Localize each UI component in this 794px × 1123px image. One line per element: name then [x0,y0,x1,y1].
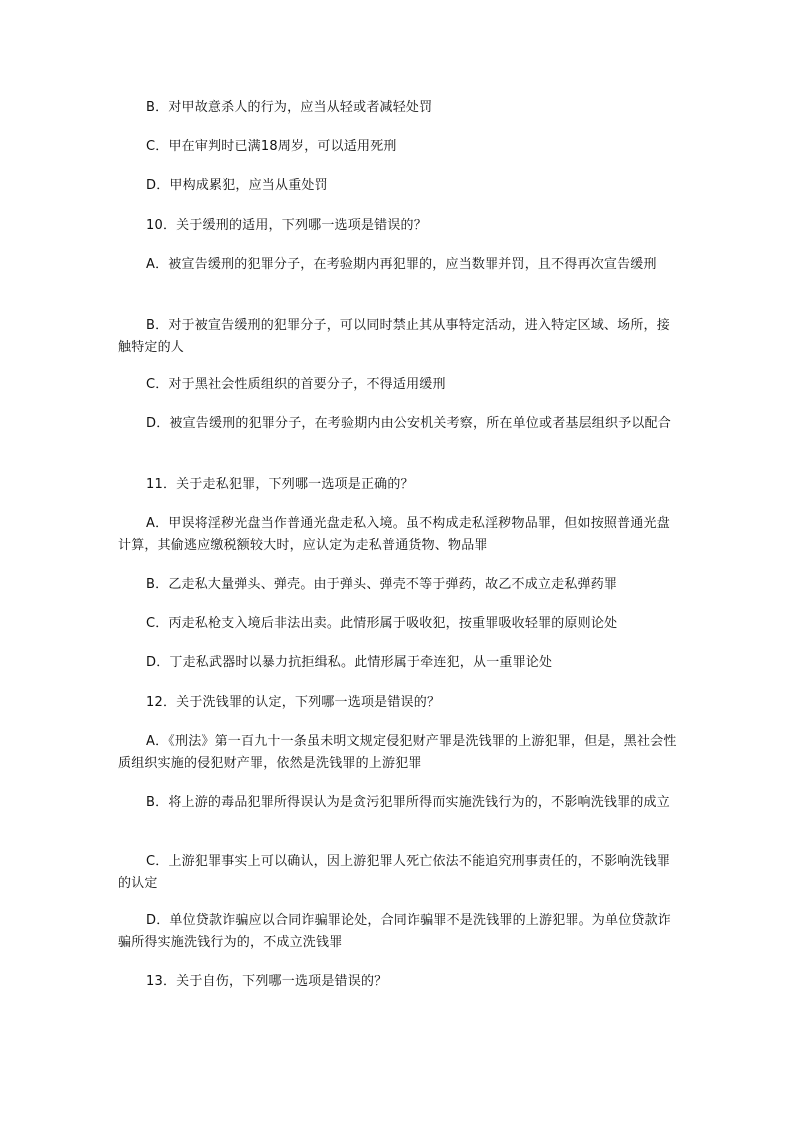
option-12d: D．单位贷款诈骗应以合同诈骗罪论处，合同诈骗罪不是洗钱罪的上游犯罪。为单位贷款诈骗所得实施洗钱行为的，不成立洗钱罪 [118,913,672,950]
option-10b: B．对于被宣告缓刑的犯罪分子，可以同时禁止其从事特定活动，进入特定区域、场所，接触特定的人 [118,318,670,355]
option-12c: C．上游犯罪事实上可以确认，因上游犯罪人死亡依法不能追究刑事责任的，不影响洗钱罪的认定 [118,854,671,891]
question-11: 11．关于走私犯罪，下列哪一选项是正确的？ [146,477,414,492]
question-13: 13．关于自伤，下列哪一选项是错误的？ [146,974,388,989]
option-12a: A．《刑法》第一百九十一条虽未明文规定侵犯财产罪是洗钱罪的上游犯罪，但是，黑社会性质组织实施的侵犯财产罪，依然是洗钱罪的上游犯罪 [118,734,677,771]
option-11a: A．甲误将淫秽光盘当作普通光盘走私入境。虽不构成走私淫秽物品罪，但如按照普通光盘计算，其偷逃应缴税额较大时，应认定为走私普通货物、物品罪 [118,516,670,553]
option-9b: B．对甲故意杀人的行为，应当从轻或者减轻处罚 [146,100,433,115]
option-11d: D．丁走私武器时以暴力抗拒缉私。此情形属于牵连犯，从一重罪论处 [146,655,553,670]
option-11c: C．丙走私枪支入境后非法出卖。此情形属于吸收犯，按重罪吸收轻罪的原则论处 [146,616,618,631]
option-10a: A．被宣告缓刑的犯罪分子，在考验期内再犯罪的，应当数罪并罚，且不得再次宣告缓刑 [146,257,657,272]
option-12b: B．将上游的毒品犯罪所得误认为是贪污犯罪所得而实施洗钱行为的，不影响洗钱罪的成立 [146,795,670,810]
option-9c: C．甲在审判时已满18周岁，可以适用死刑 [146,139,397,154]
option-10d: D．被宣告缓刑的犯罪分子，在考验期内由公安机关考察，所在单位或者基层组织予以配合 [146,416,672,431]
question-10: 10．关于缓刑的适用，下列哪一选项是错误的？ [146,218,427,233]
option-9d: D．甲构成累犯，应当从重处罚 [146,178,328,193]
question-12: 12．关于洗钱罪的认定，下列哪一选项是错误的？ [146,695,441,710]
option-11b: B．乙走私大量弹头、弹壳。由于弹头、弹壳不等于弹药，故乙不成立走私弹药罪 [146,577,618,592]
option-10c: C．对于黑社会性质组织的首要分子，不得适用缓刑 [146,377,446,392]
